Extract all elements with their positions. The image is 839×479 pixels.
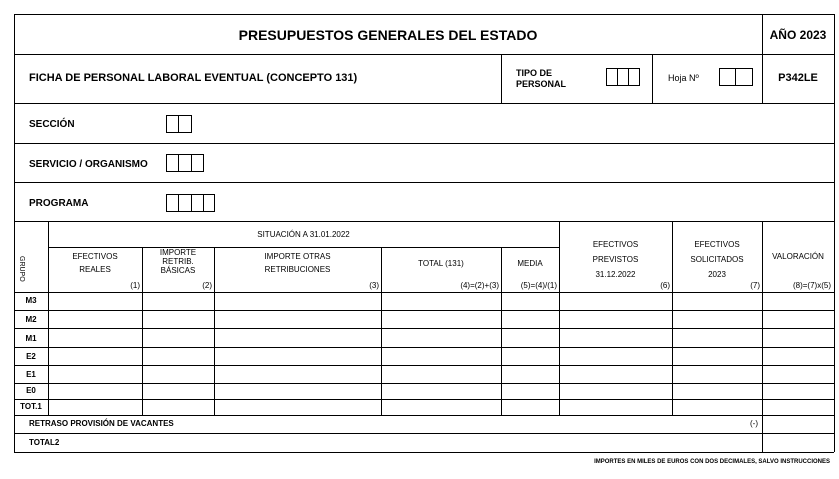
- ficha-title: FICHA DE PERSONAL LABORAL EVENTUAL (CONCEPTO 131): [29, 72, 358, 84]
- col-media-header: MEDIA: [517, 259, 543, 268]
- programa-input[interactable]: [166, 194, 215, 212]
- hoja-label: Hoja Nº: [668, 73, 699, 83]
- col-6-number: (6): [660, 281, 670, 290]
- col-efectivos-solicitados-header: EFECTIVOS SOLICITADOS 2023: [690, 240, 744, 279]
- situacion-header: SITUACIÓN A 31.01.2022: [257, 230, 350, 239]
- servicio-input[interactable]: [166, 154, 204, 172]
- retraso-label: RETRASO PROVISIÓN DE VACANTES: [29, 419, 174, 428]
- col-valoracion-header: VALORACIÓN: [772, 252, 824, 261]
- programa-label: PROGRAMA: [29, 198, 89, 209]
- servicio-label: SERVICIO / ORGANISMO: [29, 159, 148, 170]
- form-title: PRESUPUESTOS GENERALES DEL ESTADO: [238, 27, 538, 43]
- col-5-number: (5)=(4)/(1): [520, 281, 557, 290]
- col-total-header: TOTAL (131): [418, 259, 464, 268]
- hoja-input[interactable]: [719, 68, 753, 86]
- seccion-input[interactable]: [166, 115, 192, 133]
- col-4-number: (4)=(2)+(3): [460, 281, 499, 290]
- col-efectivos-reales-header: EFECTIVOS REALES: [72, 252, 118, 274]
- col-7-number: (7): [750, 281, 760, 290]
- footer-note: IMPORTES EN MILES DE EUROS CON DOS DECIMALES, SALVO INSTRUCCIONES: [594, 459, 830, 465]
- row-label-tot1: TOT.1: [20, 402, 42, 411]
- row-label-e0: E0: [26, 386, 36, 395]
- row-label-m2: M2: [25, 315, 37, 324]
- tipo-personal-input[interactable]: [606, 68, 640, 86]
- row-label-m3: M3: [25, 296, 37, 305]
- col-3-number: (3): [369, 281, 379, 290]
- col-8-number: (8)=(7)x(5): [792, 281, 831, 290]
- grupo-header: GRUPO: [18, 256, 25, 282]
- row-label-e1: E1: [26, 370, 36, 379]
- col-2-number: (2): [202, 281, 212, 290]
- row-label-m1: M1: [25, 334, 37, 343]
- seccion-label: SECCIÓN: [29, 119, 75, 130]
- retraso-sign: (-): [750, 419, 758, 428]
- col-efectivos-previstos-header: EFECTIVOS PREVISTOS 31.12.2022: [592, 240, 639, 279]
- total2-label: TOTAL2: [29, 438, 60, 447]
- col-retrib-basicas-header: IMPORTE RETRIB. BÁSICAS: [159, 248, 197, 275]
- form-year: AÑO 2023: [769, 28, 827, 42]
- col-otras-retrib-header: IMPORTE OTRAS RETRIBUCIONES: [264, 252, 331, 274]
- col-1-number: (1): [130, 281, 140, 290]
- form-code: P342LE: [778, 72, 818, 84]
- row-label-e2: E2: [26, 352, 36, 361]
- tipo-personal-label: TIPO DE PERSONAL: [516, 68, 567, 89]
